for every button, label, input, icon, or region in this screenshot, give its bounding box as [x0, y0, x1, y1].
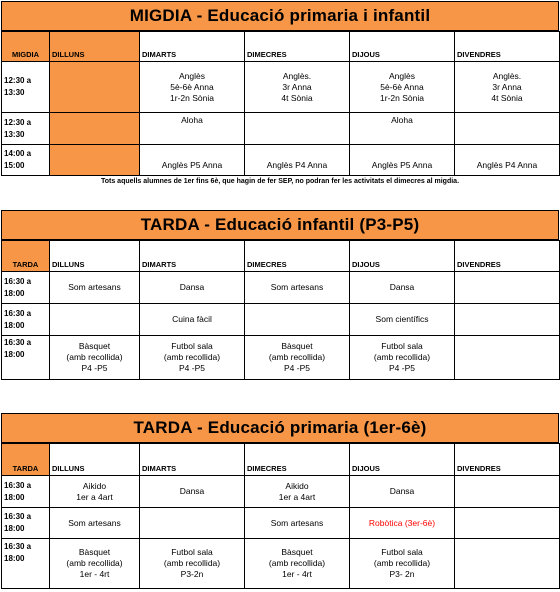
schedule-cell	[245, 113, 350, 145]
schedule-cell	[245, 304, 350, 336]
schedule-cell	[140, 508, 245, 539]
schedule-cell	[455, 272, 560, 304]
schedule-cell: Futbol sala (amb recollida) P4 -P5	[140, 336, 245, 380]
schedule-cell: Bàsquet (amb recollida) P4 -P5	[245, 336, 350, 380]
header-dimarts: DIMARTS	[140, 241, 245, 272]
time-cell: 14:00 a 15:00	[2, 145, 50, 176]
schedule-cell: Anglès 5è-6è Anna 1r-2n Sònia	[350, 62, 455, 113]
schedule-cell	[455, 476, 560, 508]
header-migdia: MIGDIA	[2, 32, 50, 62]
schedule-cell: Anglès. 3r Anna 4t Sònia	[455, 62, 560, 113]
schedule-cell: Bàsquet (amb recollida) 1er - 4rt	[50, 539, 140, 589]
schedule-cell-robotica: Robòtica (3er-6è)	[350, 508, 455, 539]
migdia-table	[1, 31, 560, 176]
schedule-cell	[50, 113, 140, 145]
header-dilluns: DILLUNS	[50, 241, 140, 272]
schedule-cell: Anglès 5è-6è Anna 1r-2n Sònia	[140, 62, 245, 113]
header-dimarts: DIMARTS	[140, 444, 245, 476]
primaria-table	[1, 443, 560, 589]
time-cell: 12:30 a 13:30	[2, 62, 50, 113]
schedule-cell: Som científics	[350, 304, 455, 336]
schedule-cell: Bàsquet (amb recollida) 1er - 4rt	[245, 539, 350, 589]
schedule-cell: Som artesans	[245, 272, 350, 304]
table-row	[2, 304, 560, 336]
schedule-cell	[50, 62, 140, 113]
header-dijous: DIJOUS	[350, 32, 455, 62]
schedule-cell: Dansa	[350, 476, 455, 508]
schedule-cell: Aloha	[350, 113, 455, 145]
primaria-title: TARDA - Educació primaria (1er-6è)	[1, 413, 559, 443]
primaria-header-row	[2, 444, 560, 476]
schedule-cell	[50, 304, 140, 336]
schedule-cell: Aikido 1er a 4art	[245, 476, 350, 508]
schedule-cell: Anglès P4 Anna	[245, 145, 350, 176]
sep-note: Tots aquells alumnes de 1er fins 6è, que hagin de fer SEP, no podran fer les activitats el dimecres al migdia.	[100, 178, 460, 185]
header-tarda: TARDA	[2, 444, 50, 476]
migdia-header-row	[2, 32, 560, 62]
schedule-cell: Cuina fàcil	[140, 304, 245, 336]
schedule-cell	[455, 113, 560, 145]
migdia-title: MIGDIA - Educació primaria i infantil	[1, 1, 559, 31]
time-cell: 12:30 a 13:30	[2, 113, 50, 145]
table-row	[2, 508, 560, 539]
table-row	[2, 539, 560, 589]
schedule-cell: Aloha	[140, 113, 245, 145]
header-dimecres: DIMECRES	[245, 32, 350, 62]
header-divendres: DIVENDRES	[455, 241, 560, 272]
schedule-cell: Anglès P4 Anna	[455, 145, 560, 176]
table-row	[2, 145, 560, 176]
time-cell: 16:30 a 18:00	[2, 304, 50, 336]
table-row	[2, 336, 560, 380]
schedule-cell	[455, 539, 560, 589]
table-row	[2, 272, 560, 304]
schedule-cell	[455, 336, 560, 380]
header-dimarts: DIMARTS	[140, 32, 245, 62]
schedule-cell	[455, 508, 560, 539]
schedule-cell: Anglès P5 Anna	[350, 145, 455, 176]
schedule-cell: Aikido 1er a 4art	[50, 476, 140, 508]
infantil-table	[1, 240, 560, 380]
schedule-cell: Som artesans	[245, 508, 350, 539]
migdia-section	[1, 1, 559, 187]
schedule-cell: Anglès. 3r Anna 4t Sònia	[245, 62, 350, 113]
header-divendres: DIVENDRES	[455, 444, 560, 476]
infantil-header-row	[2, 241, 560, 272]
schedule-cell: Bàsquet (amb recollida) P4 -P5	[50, 336, 140, 380]
primaria-section	[1, 413, 559, 589]
header-dijous: DIJOUS	[350, 444, 455, 476]
schedule-cell: Dansa	[350, 272, 455, 304]
schedule-cell: Anglès P5 Anna	[140, 145, 245, 176]
header-dilluns: DILLUNS	[50, 32, 140, 62]
time-cell: 16:30 a 18:00	[2, 476, 50, 508]
schedule-cell: Futbol sala (amb recollida) P4 -P5	[350, 336, 455, 380]
table-row	[2, 113, 560, 145]
header-dilluns: DILLUNS	[50, 444, 140, 476]
table-row	[2, 476, 560, 508]
time-cell: 16:30 a 18:00	[2, 539, 50, 589]
time-cell: 16:30 a 18:00	[2, 508, 50, 539]
infantil-section	[1, 210, 559, 380]
schedule-cell	[455, 304, 560, 336]
table-row	[2, 62, 560, 113]
schedule-cell: Dansa	[140, 272, 245, 304]
header-tarda: TARDA	[2, 241, 50, 272]
header-divendres: DIVENDRES	[455, 32, 560, 62]
schedule-cell: Futbol sala (amb recollida) P3-2n	[140, 539, 245, 589]
schedule-cell	[50, 145, 140, 176]
schedule-cell: Som artesans	[50, 508, 140, 539]
time-cell: 16:30 a 18:00	[2, 272, 50, 304]
header-dijous: DIJOUS	[350, 241, 455, 272]
schedule-cell: Dansa	[140, 476, 245, 508]
infantil-title: TARDA - Educació infantil (P3-P5)	[1, 210, 559, 240]
time-cell: 16:30 a 18:00	[2, 336, 50, 380]
header-dimecres: DIMECRES	[245, 241, 350, 272]
header-dimecres: DIMECRES	[245, 444, 350, 476]
schedule-cell: Som artesans	[50, 272, 140, 304]
schedule-cell: Futbol sala (amb recollida) P3- 2n	[350, 539, 455, 589]
